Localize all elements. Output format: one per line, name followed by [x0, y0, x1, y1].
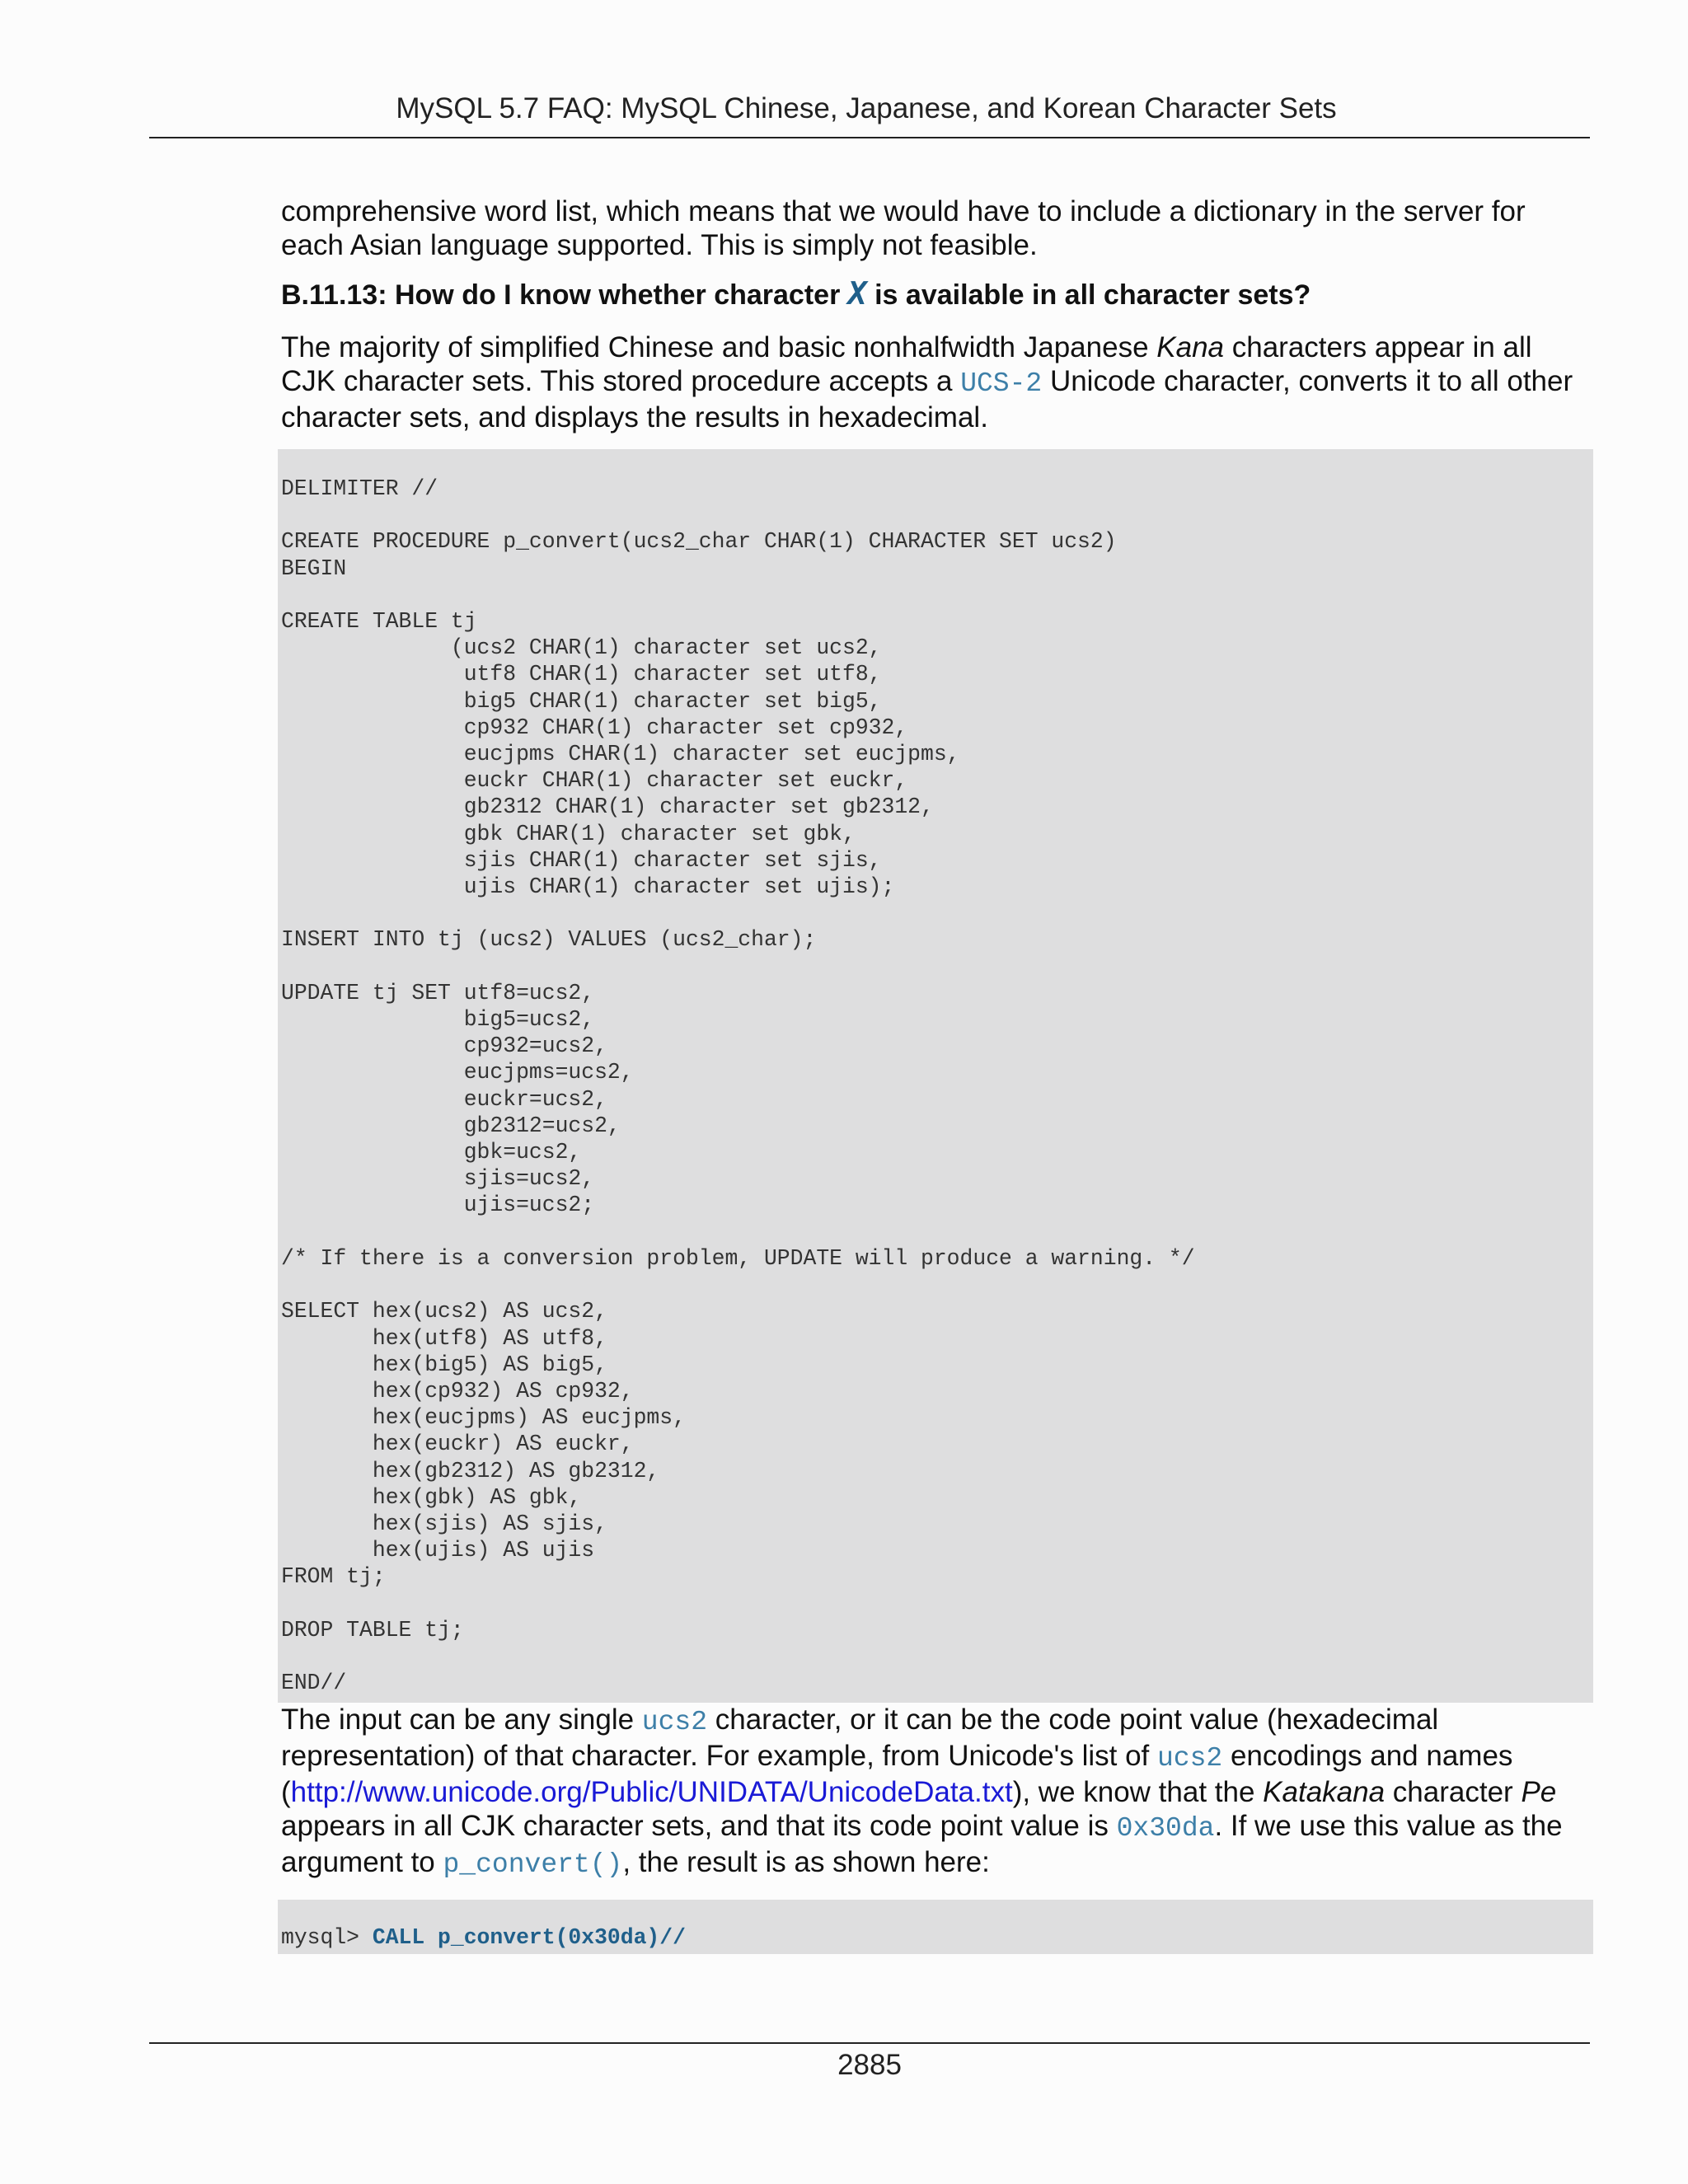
ucs2-link[interactable]: UCS-2	[960, 368, 1043, 399]
intro-paragraph: comprehensive word list, which means that we would have to include a dictionary in the server for each Asian language supported. This is simply not feasible.	[281, 195, 1526, 261]
p-convert-inline-code: p_convert()	[443, 1849, 623, 1881]
explanation-paragraph	[281, 1703, 1593, 1882]
description-paragraph	[281, 330, 1593, 434]
question-variable: X	[847, 275, 867, 312]
katakana-term: Katakana	[1263, 1776, 1386, 1809]
text-span: . If we use this value as the argument to	[281, 1810, 1563, 1879]
text-span: characters appear in all CJK character sets. This stored procedure accepts a	[281, 331, 1532, 397]
mysql-prompt: mysql>	[281, 1925, 373, 1951]
text-span: appears in all CJK character sets, and that its code point value is	[281, 1810, 1117, 1843]
call-example-code-block	[278, 1900, 1593, 1954]
text-span: character, or it can be the code point value (hexadecimal representation) of that character. For example, from Unicode's list of	[281, 1704, 1439, 1773]
text-span: Unicode character, converts it to all other character sets, and displays the results in hexadecimal.	[281, 365, 1573, 434]
text-span: ), we know that the	[1012, 1776, 1264, 1809]
header-divider	[149, 137, 1590, 138]
stored-procedure-code-block	[278, 449, 1593, 1703]
code-point-value: 0x30da	[1116, 1813, 1215, 1844]
page-number: 2885	[837, 2049, 902, 2081]
text-span: character	[1385, 1776, 1522, 1809]
kana-term: Kana	[1156, 331, 1225, 363]
page-content	[281, 194, 1593, 1954]
faq-question-heading	[281, 277, 1593, 312]
call-command: CALL p_convert(0x30da)//	[372, 1925, 686, 1951]
text-span: , the result is as shown here:	[622, 1846, 990, 1879]
unicode-data-link[interactable]: http://www.unicode.org/Public/UNIDATA/UnicodeData.txt	[290, 1776, 1013, 1809]
pe-term: Pe	[1521, 1776, 1557, 1809]
text-span: encodings and names (	[281, 1740, 1513, 1809]
ucs2-inline-code[interactable]: ucs2	[641, 1707, 708, 1738]
call-example-listing	[281, 1924, 1593, 1951]
footer-divider	[149, 2042, 1590, 2044]
text-span: The majority of simplified Chinese and basic nonhalfwidth Japanese	[281, 331, 1157, 363]
ucs2-inline-code[interactable]: ucs2	[1157, 1743, 1223, 1774]
text-span: The input can be any single	[281, 1704, 642, 1736]
page-header-title: MySQL 5.7 FAQ: MySQL Chinese, Japanese, and Korean Character Sets	[396, 92, 1337, 124]
code-listing: DELIMITER // CREATE PROCEDURE p_convert(ucs2_char CHAR(1) CHARACTER SET ucs2) BEGIN CREATE TABLE tj (ucs2 CHAR(1) character set ucs2, utf8 CHAR(1) character set utf8, big5 CHAR(1) character set big5, cp932 CHAR(1) character set cp932, eucjpms CHAR(1) character set eucjpms, euckr CHAR(1) character set euckr, gb2312 CHAR(1) character set gb2312, gbk CHAR(1) character set gbk, sjis CHAR(1) character set sjis, ujis CHAR(1) character set ujis); INSERT INTO tj (ucs2) VALUES (ucs2_char); UPDATE tj SET utf8=ucs2, big5=ucs2, cp932=ucs2, eucjpms=ucs2, euckr=ucs2, gb2312=ucs2, gbk=ucs2, sjis=ucs2, ujis=ucs2; /* If there is a conversion problem, UPDATE will produce a warning. */ SELECT hex(ucs2) AS ucs2, hex(utf8) AS utf8, hex(big5) AS big5, hex(cp932) AS cp932, hex(eucjpms) AS eucjpms, hex(euckr) AS euckr, hex(gb2312) AS gb2312, hex(gbk) AS gbk, hex(sjis) AS sjis, hex(ujis) AS ujis FROM tj; DROP TABLE tj; END//	[281, 476, 1195, 1696]
question-prefix: B.11.13: How do I know whether character	[281, 279, 848, 311]
question-suffix: is available in all character sets?	[866, 279, 1311, 311]
